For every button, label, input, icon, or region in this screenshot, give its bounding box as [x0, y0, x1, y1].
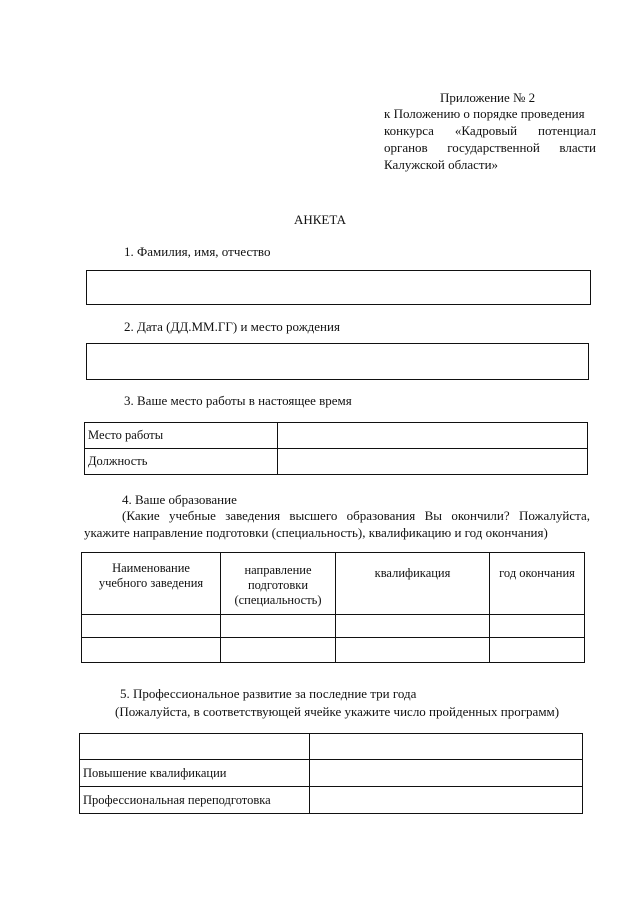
appendix-line-4: Калужской области»: [384, 157, 499, 172]
table-header-row: [82, 553, 585, 615]
section3-label: 3. Ваше место работы в настоящее время: [124, 393, 352, 408]
appendix-title: Приложение № 2: [440, 90, 536, 105]
table-cell: [80, 734, 310, 760]
table-row: [82, 638, 585, 663]
section5-note: (Пожалуйста, в соответствующей ячейке укажите число пройденных программ): [115, 704, 560, 719]
section2-label: 2. Дата (ДД.ММ.ГГ) и место рождения: [124, 319, 340, 334]
section4-note-line2: укажите направление подготовки (специальность), квалификацию и год окончания): [84, 525, 548, 540]
table-cell[interactable]: [82, 615, 221, 638]
fullname-field[interactable]: [86, 270, 591, 305]
appendix-word: органов: [384, 140, 428, 155]
workplace-label: Место работы: [85, 423, 278, 449]
direction-header: [221, 553, 336, 615]
section5-label: 5. Профессиональное развитие за последние три года: [120, 686, 417, 701]
workplace-input[interactable]: [278, 423, 588, 449]
appendix-line-3: [384, 140, 596, 156]
section4-label: 4. Ваше образование: [122, 492, 237, 507]
advanced-training-label: Повышение квалификации: [80, 760, 310, 787]
table-row: [80, 787, 583, 814]
header-line: направление: [244, 563, 312, 577]
workplace-table: [84, 422, 588, 475]
header-line: учебного заведения: [98, 576, 204, 590]
appendix-word: власти: [559, 140, 596, 155]
table-cell[interactable]: [221, 615, 336, 638]
table-row: [85, 423, 588, 449]
header-line: (специальность): [234, 593, 322, 607]
table-cell[interactable]: [490, 638, 585, 663]
table-row: [85, 449, 588, 475]
table-row: [80, 760, 583, 787]
position-input[interactable]: [278, 449, 588, 475]
table-cell[interactable]: [221, 638, 336, 663]
retraining-label: Профессиональная переподготовка: [80, 787, 310, 814]
institution-header: [82, 553, 221, 615]
table-cell[interactable]: [82, 638, 221, 663]
header-line: Наименование: [112, 561, 190, 575]
table-cell[interactable]: [336, 638, 490, 663]
table-row: [80, 734, 583, 760]
appendix-line-1: к Положению о порядке проведения: [384, 106, 585, 121]
retraining-input[interactable]: [310, 787, 583, 814]
table-cell[interactable]: [310, 734, 583, 760]
advanced-training-input[interactable]: [310, 760, 583, 787]
section4-note-line1: (Какие учебные заведения высшего образования Вы окончили? Пожалуйста,: [122, 508, 590, 523]
position-label: Должность: [85, 449, 278, 475]
graduation-year-header: год окончания: [490, 553, 585, 615]
appendix-word: государственной: [447, 140, 540, 155]
table-cell[interactable]: [490, 615, 585, 638]
qualification-header: квалификация: [336, 553, 490, 615]
appendix-word: «Кадровый: [454, 123, 518, 138]
appendix-word: конкурса: [384, 123, 434, 138]
table-cell[interactable]: [336, 615, 490, 638]
appendix-word: потенциал: [538, 123, 596, 138]
appendix-line-2: [384, 123, 596, 139]
table-row: [82, 615, 585, 638]
education-table: [81, 552, 585, 663]
section1-label: 1. Фамилия, имя, отчество: [124, 244, 271, 259]
form-title: АНКЕТА: [293, 212, 347, 227]
professional-development-table: [79, 733, 583, 814]
birth-date-place-field[interactable]: [86, 343, 589, 380]
header-line: подготовки: [247, 578, 309, 592]
